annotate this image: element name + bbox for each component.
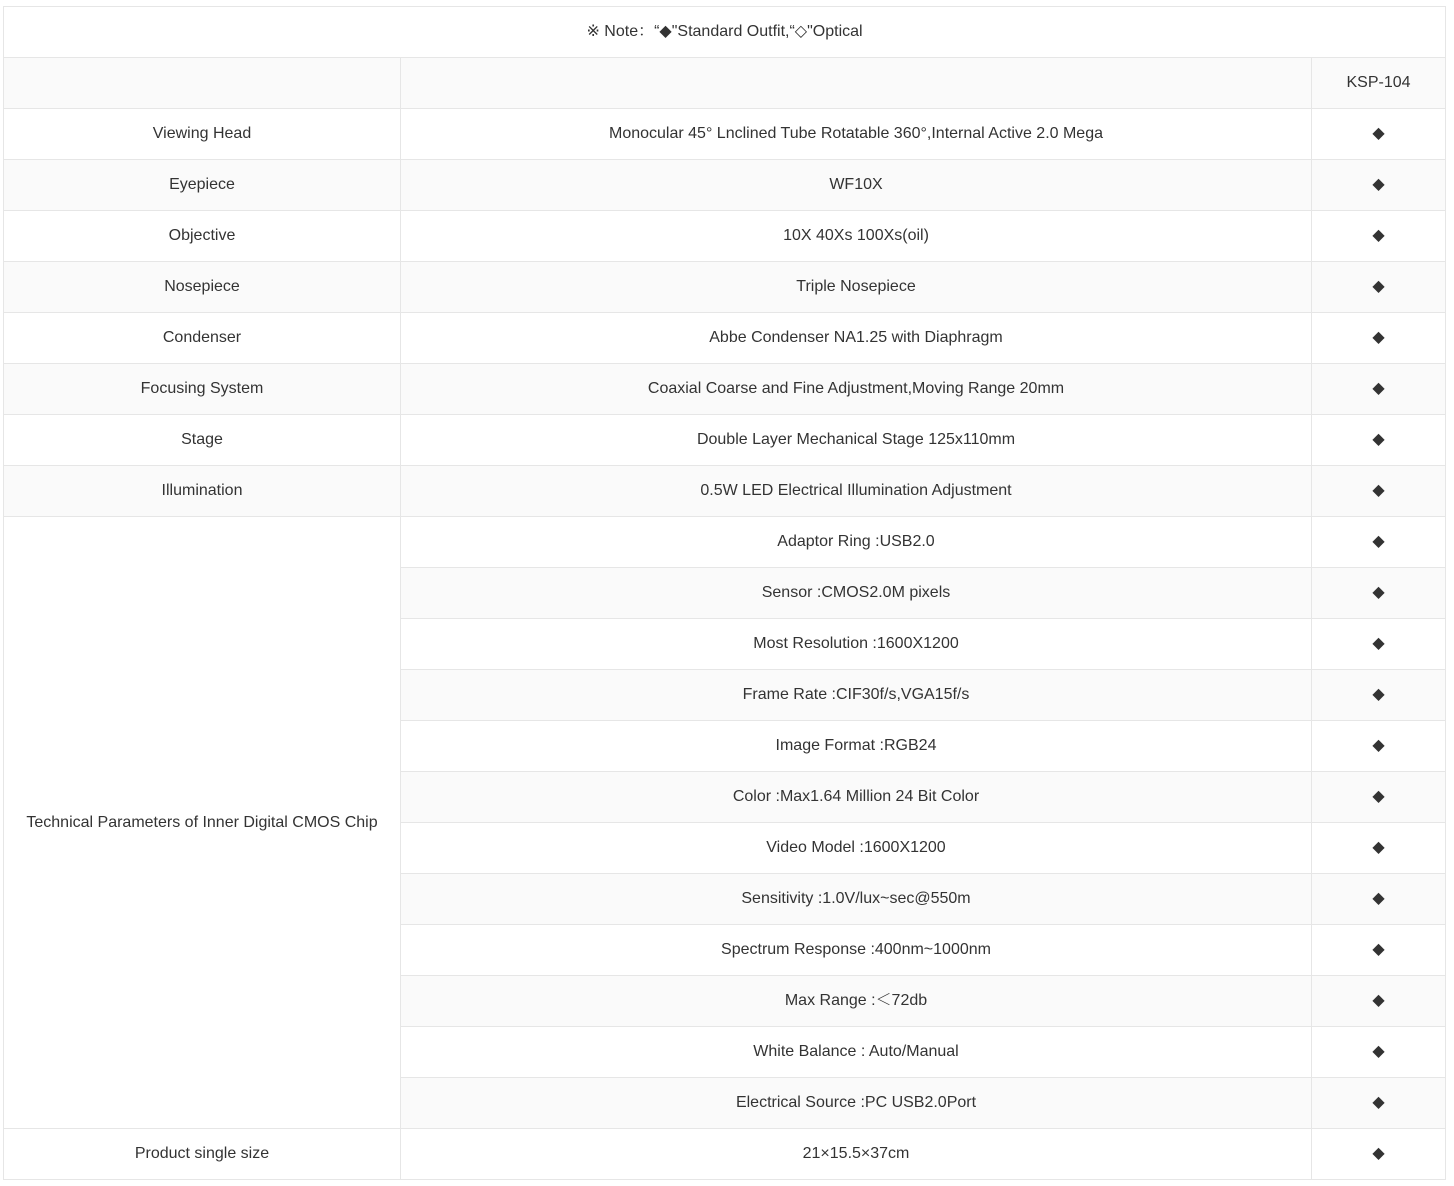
standard-mark: ◆ bbox=[1312, 517, 1446, 568]
standard-mark: ◆ bbox=[1312, 109, 1446, 160]
cmos-param-value: Spectrum Response :400nm~1000nm bbox=[401, 925, 1312, 976]
cmos-param-value: Sensor :CMOS2.0M pixels bbox=[401, 568, 1312, 619]
spec-label: Eyepiece bbox=[4, 160, 401, 211]
standard-mark: ◆ bbox=[1312, 415, 1446, 466]
spec-label: Illumination bbox=[4, 466, 401, 517]
spec-row bbox=[4, 109, 1446, 160]
spec-label: Stage bbox=[4, 415, 401, 466]
spec-row bbox=[4, 364, 1446, 415]
standard-mark: ◆ bbox=[1312, 619, 1446, 670]
cmos-param-value: Frame Rate :CIF30f/s,VGA15f/s bbox=[401, 670, 1312, 721]
standard-mark: ◆ bbox=[1312, 211, 1446, 262]
spec-value: 10X 40Xs 100Xs(oil) bbox=[401, 211, 1312, 262]
spec-row bbox=[4, 466, 1446, 517]
standard-mark: ◆ bbox=[1312, 925, 1446, 976]
size-label: Product single size bbox=[4, 1129, 401, 1180]
standard-mark: ◆ bbox=[1312, 823, 1446, 874]
cmos-param-value: Image Format :RGB24 bbox=[401, 721, 1312, 772]
standard-mark: ◆ bbox=[1312, 313, 1446, 364]
spec-value: Abbe Condenser NA1.25 with Diaphragm bbox=[401, 313, 1312, 364]
spec-value: Coaxial Coarse and Fine Adjustment,Moving Range 20mm bbox=[401, 364, 1312, 415]
standard-mark: ◆ bbox=[1312, 1129, 1446, 1180]
spec-value: Double Layer Mechanical Stage 125x110mm bbox=[401, 415, 1312, 466]
standard-mark: ◆ bbox=[1312, 1027, 1446, 1078]
size-row bbox=[4, 1129, 1446, 1180]
cmos-param-value: Color :Max1.64 Million 24 Bit Color bbox=[401, 772, 1312, 823]
cmos-row bbox=[4, 517, 1446, 568]
standard-mark: ◆ bbox=[1312, 721, 1446, 772]
standard-mark: ◆ bbox=[1312, 976, 1446, 1027]
spec-row bbox=[4, 211, 1446, 262]
standard-mark: ◆ bbox=[1312, 772, 1446, 823]
spec-row bbox=[4, 160, 1446, 211]
cmos-param-value: Sensitivity :1.0V/lux~sec@550m bbox=[401, 874, 1312, 925]
spec-row bbox=[4, 262, 1446, 313]
standard-mark: ◆ bbox=[1312, 466, 1446, 517]
standard-mark: ◆ bbox=[1312, 1078, 1446, 1129]
spec-row bbox=[4, 415, 1446, 466]
standard-mark: ◆ bbox=[1312, 364, 1446, 415]
spec-label: Objective bbox=[4, 211, 401, 262]
header-value-cell bbox=[401, 58, 1312, 109]
note-cell: ※ Note：“◆"Standard Outfit,“◇"Optical bbox=[4, 7, 1446, 58]
note-row bbox=[4, 7, 1446, 58]
cmos-group-label: Technical Parameters of Inner Digital CMOS Chip bbox=[4, 517, 401, 1129]
header-row bbox=[4, 58, 1446, 109]
cmos-param-value: Adaptor Ring :USB2.0 bbox=[401, 517, 1312, 568]
spec-label: Viewing Head bbox=[4, 109, 401, 160]
spec-value: Monocular 45° Lnclined Tube Rotatable 360°,Internal Active 2.0 Mega bbox=[401, 109, 1312, 160]
spec-table bbox=[3, 6, 1446, 1180]
spec-label: Focusing System bbox=[4, 364, 401, 415]
model-header-cell: KSP-104 bbox=[1312, 58, 1446, 109]
cmos-param-value: Video Model :1600X1200 bbox=[401, 823, 1312, 874]
cmos-param-value: Electrical Source :PC USB2.0Port bbox=[401, 1078, 1312, 1129]
standard-mark: ◆ bbox=[1312, 262, 1446, 313]
cmos-param-value: White Balance : Auto/Manual bbox=[401, 1027, 1312, 1078]
standard-mark: ◆ bbox=[1312, 160, 1446, 211]
spec-value: Triple Nosepiece bbox=[401, 262, 1312, 313]
standard-mark: ◆ bbox=[1312, 670, 1446, 721]
size-value: 21×15.5×37cm bbox=[401, 1129, 1312, 1180]
spec-value: WF10X bbox=[401, 160, 1312, 211]
spec-row bbox=[4, 313, 1446, 364]
spec-label: Condenser bbox=[4, 313, 401, 364]
standard-mark: ◆ bbox=[1312, 568, 1446, 619]
spec-label: Nosepiece bbox=[4, 262, 401, 313]
cmos-param-value: Most Resolution :1600X1200 bbox=[401, 619, 1312, 670]
header-label-cell bbox=[4, 58, 401, 109]
standard-mark: ◆ bbox=[1312, 874, 1446, 925]
spec-value: 0.5W LED Electrical Illumination Adjustment bbox=[401, 466, 1312, 517]
cmos-param-value: Max Range :＜72db bbox=[401, 976, 1312, 1027]
